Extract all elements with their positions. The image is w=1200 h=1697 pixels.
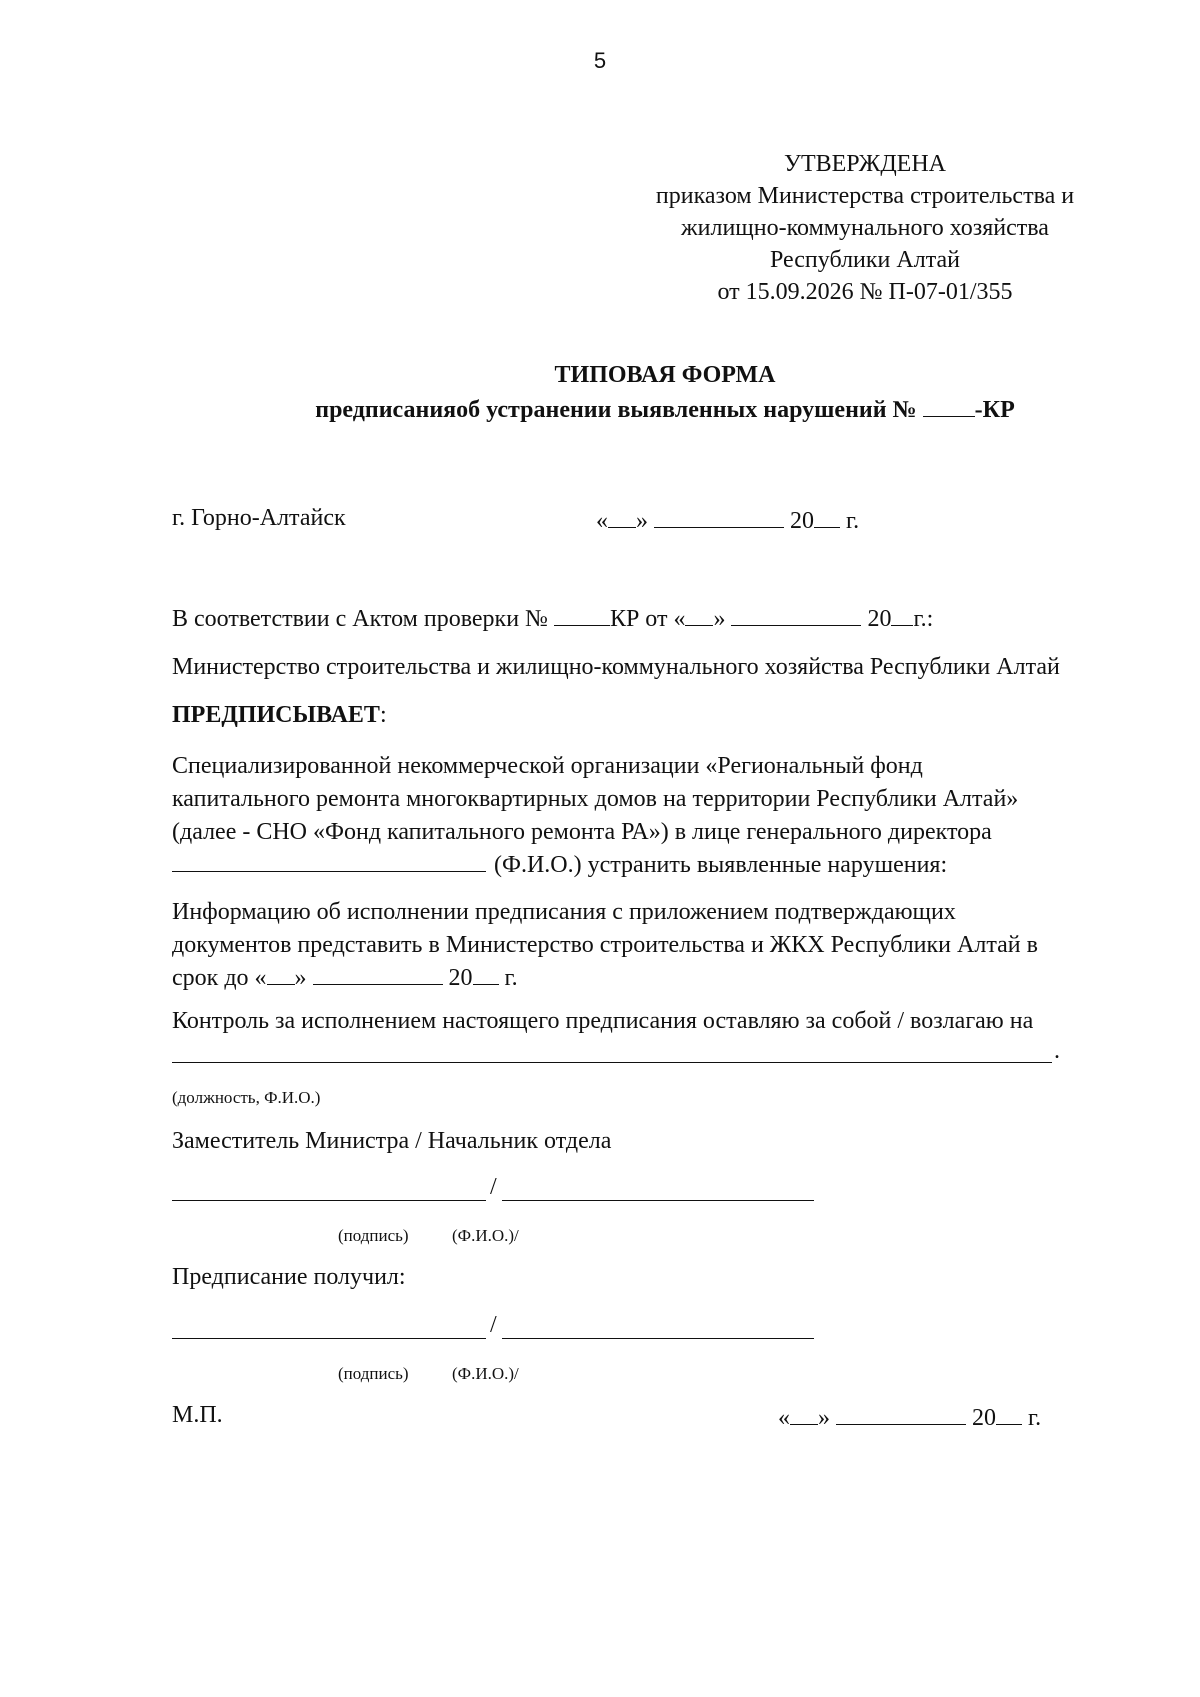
quote-close: » [636, 508, 648, 534]
deadline-prefix: срок до « [172, 965, 267, 991]
org-line-4 [172, 849, 1132, 882]
act-year-prefix: 20 [867, 606, 892, 632]
approval-region: Республики Алтай [770, 247, 960, 273]
recipient-slash: / [490, 1312, 497, 1338]
act-suffix: г.: [913, 606, 934, 632]
org-line-2: капитального ремонта многоквартирных домов на территории Республики Алтай» [172, 786, 1019, 812]
received-label: Предписание получил: [172, 1264, 406, 1290]
year-suffix: г. [846, 508, 860, 534]
signer-fio-caption: (Ф.И.О.)/ [452, 1226, 519, 1245]
seal-placeholder: М.П. [172, 1402, 223, 1428]
org-line-4-text: (Ф.И.О.) устранить выявленные нарушения: [494, 852, 948, 878]
prescribes-colon: : [379, 702, 387, 728]
form-title: ТИПОВАЯ ФОРМА [554, 362, 776, 388]
act-reference-line [172, 603, 933, 633]
signer-name-blank [502, 1200, 814, 1201]
footer-quote-open: « [778, 1405, 790, 1431]
approval-order: приказом Министерства строительства и [655, 183, 1075, 209]
recipient-signature-blank [172, 1338, 486, 1339]
deadline-quote-close: » [294, 965, 307, 991]
signer-signature-blank [172, 1200, 486, 1201]
prescribes-word: ПРЕДПИСЫВАЕТ [172, 702, 380, 728]
deadline-day-blank [267, 962, 295, 985]
deadline-suffix: г. [504, 965, 518, 991]
approval-stamp [600, 148, 1130, 308]
act-day-blank [685, 603, 713, 626]
signer-title: Заместитель Министра / Начальник отдела [172, 1128, 612, 1154]
recipient-fio-caption: (Ф.И.О.)/ [452, 1364, 519, 1383]
number-blank [923, 394, 975, 417]
info-line-3 [172, 962, 1132, 995]
act-quote-close: » [713, 606, 726, 632]
place: г. Горно-Алтайск [172, 505, 346, 531]
control-end-dot: . [1054, 1038, 1060, 1064]
deadline-month-blank [313, 962, 443, 985]
info-paragraph [172, 896, 1132, 995]
form-subtitle-text: предписанияоб устранении выявленных нарушений № [315, 397, 917, 423]
signer-sign-caption: (подпись) [338, 1226, 409, 1245]
day-blank [608, 505, 636, 528]
form-subtitle [120, 394, 1200, 424]
info-line-1: Информацию об исполнении предписания с приложением подтверждающих [172, 899, 956, 925]
footer-quote-close: » [818, 1405, 830, 1431]
quote-open: « [596, 508, 608, 534]
month-blank [654, 505, 784, 528]
page-number: 5 [593, 48, 607, 73]
position-caption: (должность, Ф.И.О.) [172, 1088, 321, 1107]
footer-year-suffix: г. [1028, 1405, 1042, 1431]
act-prefix: В соответствии с Актом проверки № [172, 606, 548, 632]
control-line: Контроль за исполнением настоящего предписания оставляю за собой / возлагаю на [172, 1008, 1034, 1034]
control-person-blank [172, 1062, 1052, 1063]
footer-day-blank [790, 1402, 818, 1425]
organization-paragraph [172, 750, 1132, 882]
recipient-name-blank [502, 1338, 814, 1339]
act-mid: КР от « [609, 606, 686, 632]
footer-month-blank [836, 1402, 966, 1425]
org-line-3: (далее - СНО «Фонд капитального ремонта РА») в лице генерального директора [172, 819, 992, 845]
footer-date [778, 1402, 1041, 1432]
year-blank [814, 505, 840, 528]
approval-date-number: от 15.09.2026 № П-07-01/355 [717, 279, 1013, 305]
director-name-blank [172, 849, 486, 872]
recipient-sign-caption: (подпись) [338, 1364, 409, 1383]
footer-year-blank [996, 1402, 1022, 1425]
act-number-blank [554, 603, 610, 626]
act-month-blank [731, 603, 861, 626]
signer-slash: / [490, 1174, 497, 1200]
form-subtitle-suffix: -КР [974, 397, 1015, 423]
deadline-year-prefix: 20 [448, 965, 473, 991]
footer-year-prefix: 20 [972, 1405, 996, 1431]
info-line-2: документов представить в Министерство строительства и ЖКХ Республики Алтай в [172, 932, 1038, 958]
deadline-year-blank [473, 962, 499, 985]
prescribes-heading [172, 702, 387, 729]
act-year-blank [891, 603, 913, 626]
org-line-1: Специализированной некоммерческой организации «Региональный фонд [172, 753, 923, 779]
approval-ministry: жилищно-коммунального хозяйства [681, 215, 1049, 241]
approval-title: УТВЕРЖДЕНА [783, 151, 947, 177]
year-prefix: 20 [790, 508, 814, 534]
header-date [596, 505, 859, 535]
ministry-line: Министерство строительства и жилищно-коммунального хозяйства Республики Алтай [172, 654, 1060, 680]
